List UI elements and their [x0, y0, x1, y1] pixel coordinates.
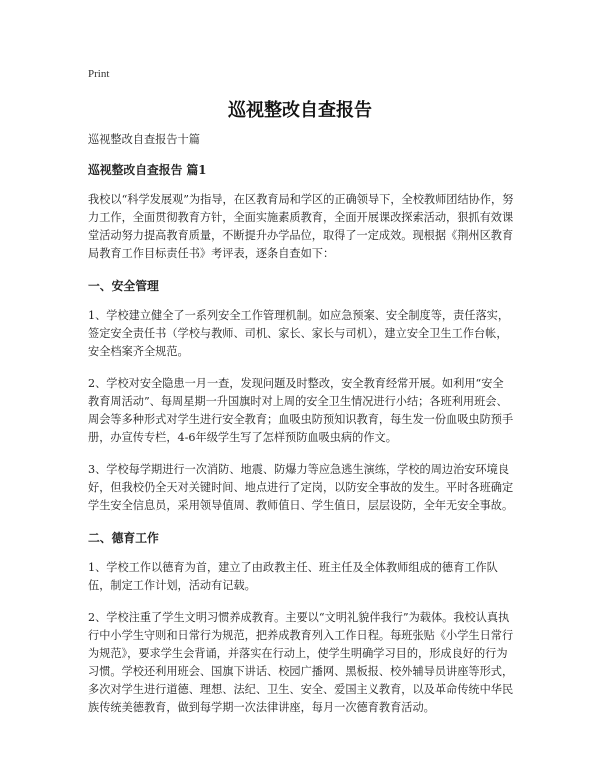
section-heading-safety: 一、安全管理 [88, 279, 159, 293]
moral-paragraph-1: 1、学校工作以德育为首，建立了由政教主任、班主任及全体教师组成的德育工作队伍，制定工作计划，活动有记载。 [88, 561, 498, 592]
safety-paragraph-3: 3、学校每学期进行一次消防、地震、防爆力等应急逃生演练，学校的周边治安环境良好，但我校仍全天对关键时间、地点进行了定岗，以防安全事故的发生。平时各班确定学生安全信息员，采用领导值周、教师值日、学生值日，层层设防，全年无安全事故。 [88, 463, 514, 512]
moral-paragraph-2: 2、学校注重了学生文明习惯养成教育。主要以“文明礼貌伴我行”为载体。我校认真执行中小学生守则和日常行为规范，把养成教育列入工作日程。每班张贴《小学生日常行为规范》，要求学生会背诵，并落实在行动上，使学生明确学习目的，形成良好的行为习惯。学校还利用班会、国旗下讲话、校园广播网、黑板报、校外辅导员讲座等形式，多次对学生进行道德、理想、法纪、卫生、安全、爱国主义教育，以及革命传统中华民族传统美德教育，做到每学期一次法律讲座，每月一次德育教育活动。 [88, 611, 514, 714]
page-title: 巡视整改自查报告 [228, 100, 372, 121]
article-heading: 巡视整改自查报告 篇1 [88, 163, 207, 177]
safety-paragraph-2: 2、学校对安全隐患一月一查，发现问题及时整改，安全教育经常开展。如利用“安全教育周活动”、每周星期一升国旗时对上周的安全卫生情况进行小结；各班利用班会、周会等多种形式对学生进行安全教育；血吸虫防预知识教育，每生发一份血吸虫防预手册，办宣传专栏，4-6年级学生写了怎样预防血吸虫病的作文。 [88, 377, 514, 444]
intro-paragraph: 我校以“科学发展观”为指导，在区教育局和学区的正确领导下，全校教师团结协作，努力工作，全面贯彻教育方针，全面实施素质教育，全面开展课改探索活动，狠抓有效课堂活动努力提高教育质量，不断提升办学品位，取得了一定成效。现根据《荆州区教育局教育工作目标责任书》考评表，逐条自查如下： [88, 193, 514, 260]
document-body [88, 131, 514, 717]
print-label[interactable]: Print [88, 68, 110, 80]
safety-paragraph-1: 1、学校建立健全了一系列安全工作管理机制。如应急预案、安全制度等，责任落实，签定安全责任书（学校与教师、司机、家长、家长与司机），建立安全卫生工作台帐，安全档案齐全规范。 [88, 309, 510, 358]
document-subtitle: 巡视整改自查报告十篇 [88, 133, 200, 146]
section-heading-moral: 二、德育工作 [88, 531, 159, 545]
